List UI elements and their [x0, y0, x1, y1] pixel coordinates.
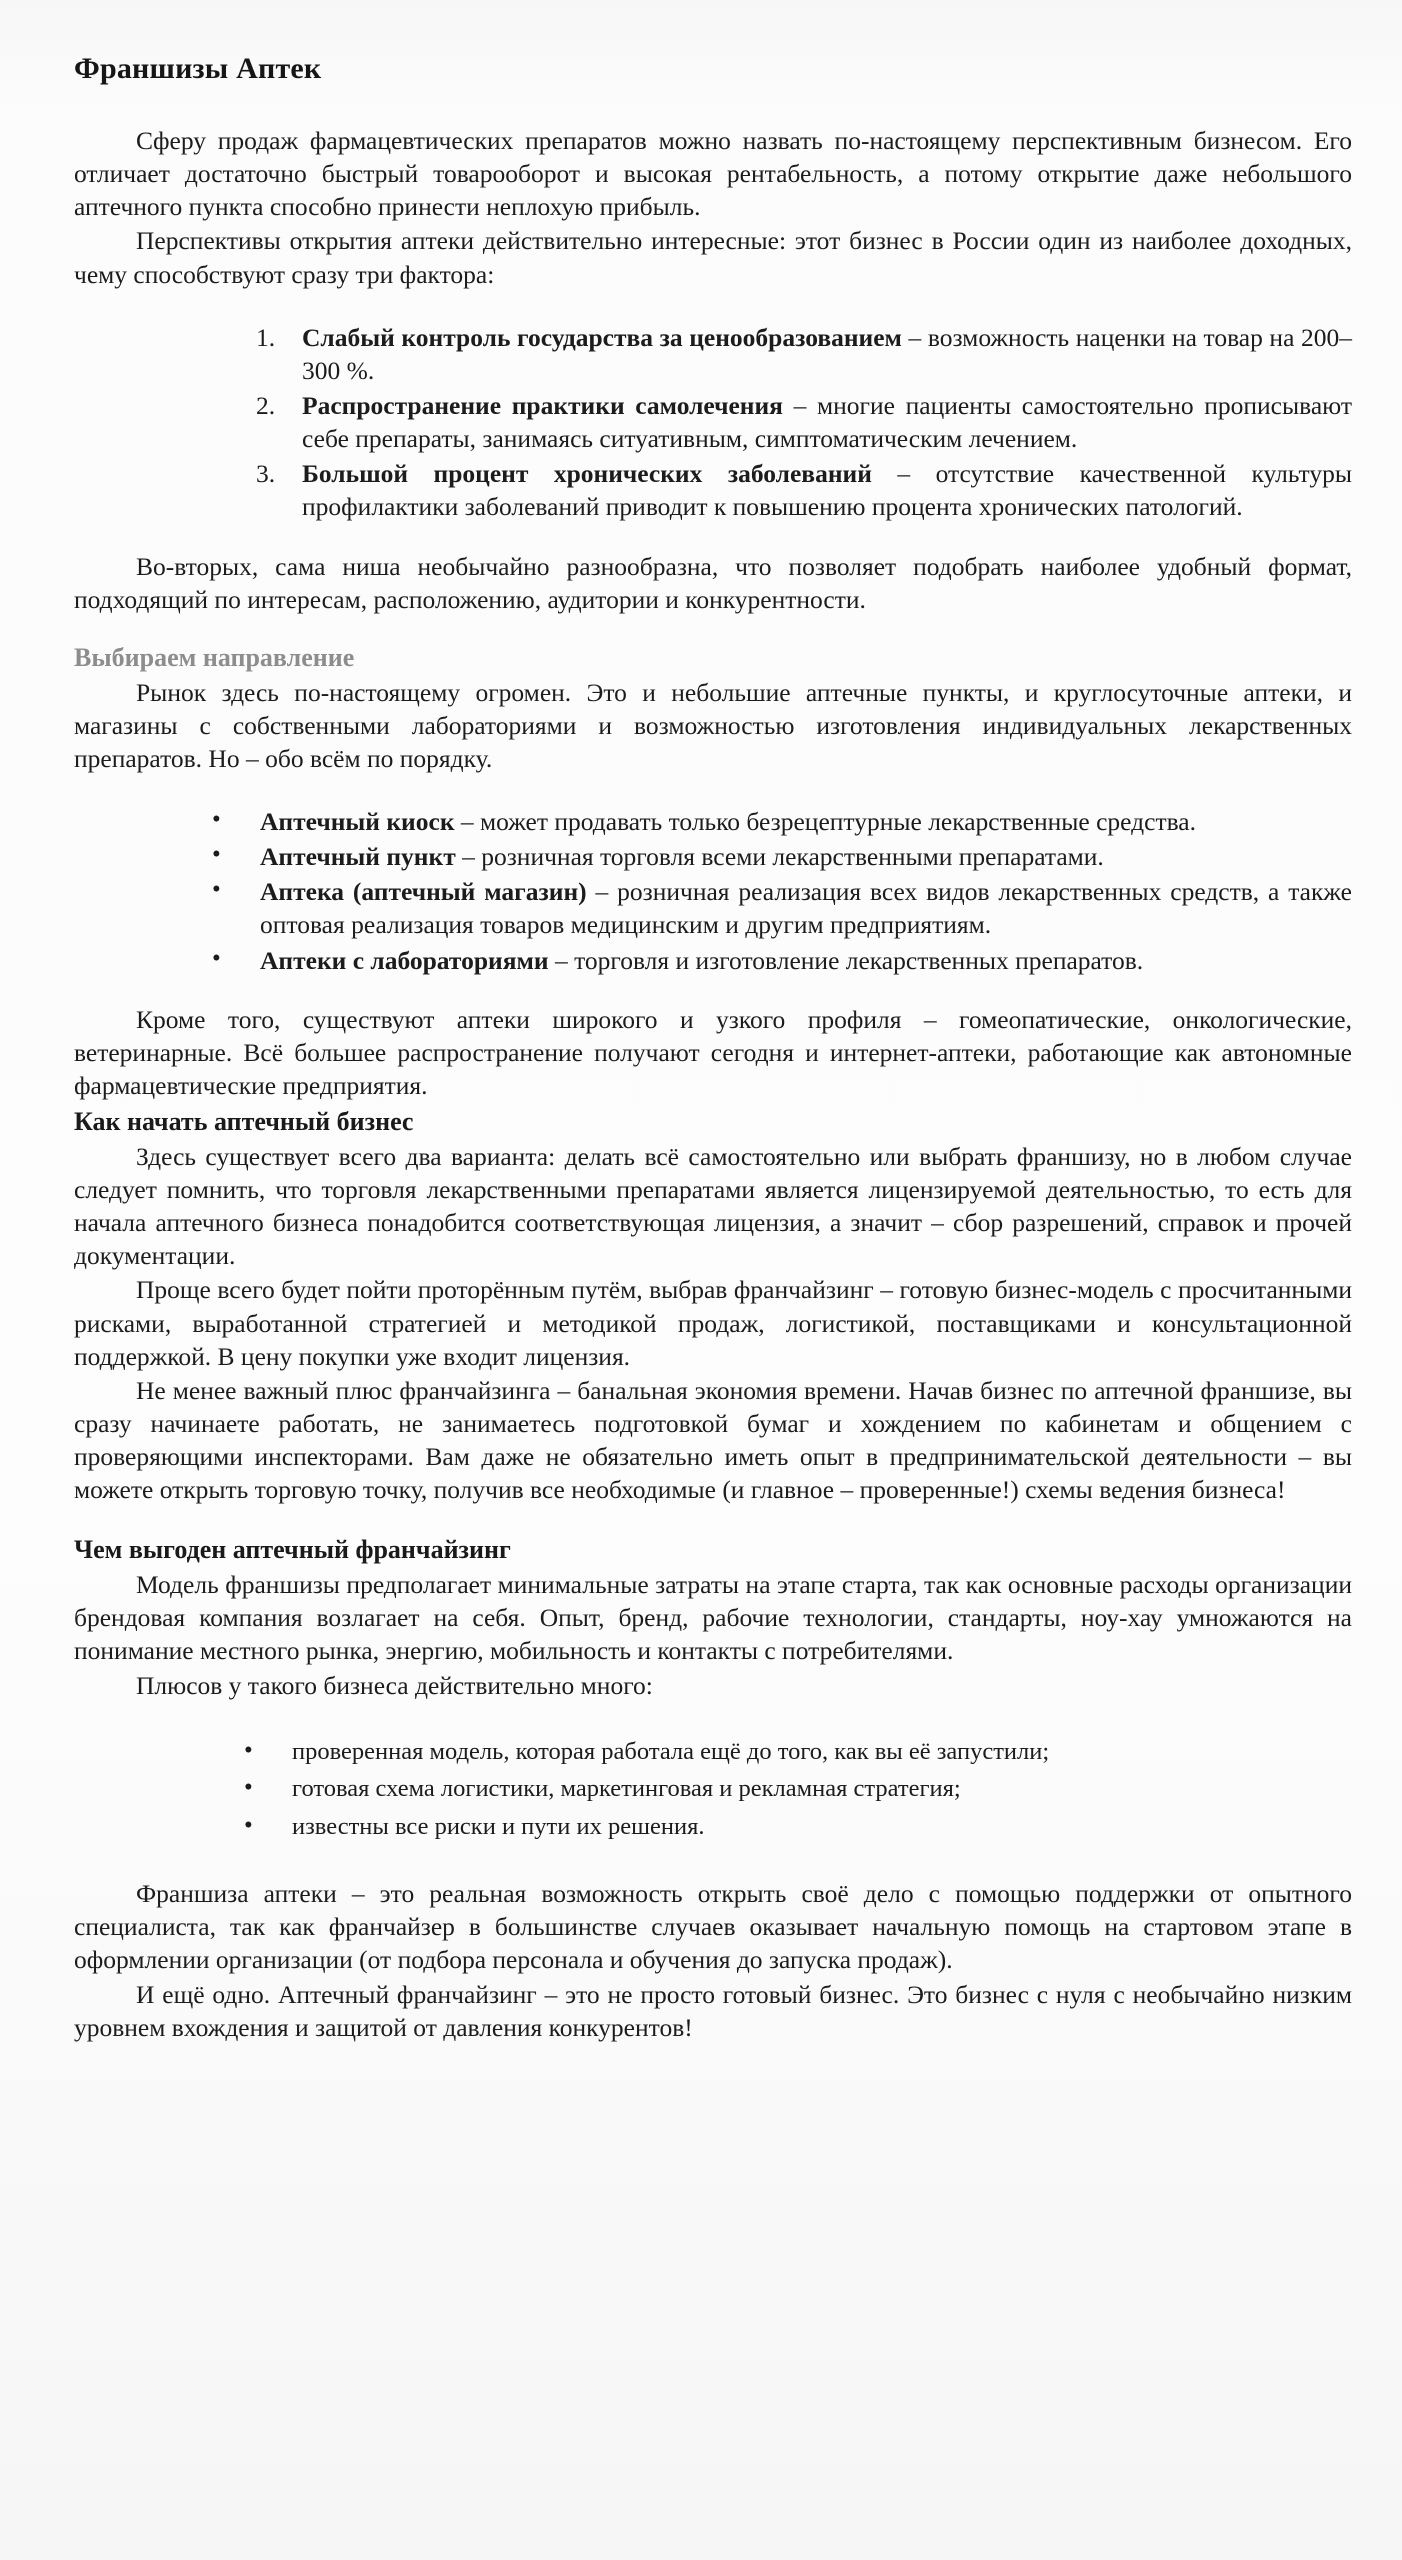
type-text: – может продавать только безрецептурные лекарственные средства.	[454, 806, 1196, 836]
list-item	[74, 389, 1352, 455]
section-heading-how-to-start: Как начать аптечный бизнес	[74, 1107, 414, 1137]
choose-direction-paragraph: Рынок здесь по-настоящему огромен. Это и небольшие аптечные пункты, и круглосуточные аптеки, и магазины с собственными лабораториями и возможностью изготовления индивидуальных лекарственных препаратов. Но – обо всём по порядку.	[74, 677, 1352, 773]
list-item	[74, 840, 1352, 873]
after-factors-paragraph: Во-вторых, сама ниша необычайно разнообразна, что позволяет подобрать наиболее удобный формат, подходящий по интересам, расположению, аудитории и конкурентности.	[74, 551, 1352, 614]
list-item: • проверенная модель, которая работала ещё до того, как вы её запустили;	[74, 1736, 1352, 1768]
list-item	[74, 457, 1352, 523]
intro-paragraph-2: Перспективы открытия аптеки действительно интересные: этот бизнес в России один из наиболее доходных, чему способствуют сразу три фактора:	[74, 226, 1352, 289]
factor-text: – отсутствие качественной культуры профилактики заболеваний приводит к повышению процента хронических патологий.	[302, 459, 1352, 522]
type-title: Аптечный пункт	[260, 842, 456, 872]
closing-paragraph-2: И ещё одно. Аптечный франчайзинг – это не просто готовый бизнес. Это бизнес с нуля с необычайно низким уровнем вхождения и защитой от давления конкурентов!	[74, 1979, 1352, 2042]
list-item	[74, 875, 1352, 941]
list-item	[74, 944, 1352, 977]
factors-list	[74, 321, 1352, 524]
how-to-start-paragraph-3: Не менее важный плюс франчайзинга – банальная экономия времени. Начав бизнес по аптечной франшизе, вы сразу начинаете работать, не занимаетесь подготовкой бумаг и хождением по кабинетам и общением с проверяющими инспекторами. Вам даже не обязательно иметь опыт в предпринимательской деятельности – вы можете открыть торговую точку, получив все необходимые (и главное – проверенные!) схемы ведения бизнеса!	[74, 1375, 1352, 1505]
factor-text: – возможность наценки на товар на 200–300 %.	[302, 322, 1352, 385]
type-text: – розничная торговля всеми лекарственными препаратами.	[455, 842, 1104, 872]
page-title: Франшизы Аптек	[74, 52, 322, 85]
how-to-start-paragraph-1: Здесь существует всего два варианта: делать всё самостоятельно или выбрать франшизу, но в любом случае следует помнить, что торговля лекарственными препаратами является лицензируемой деятельностью, то есть для начала аптечного бизнеса понадобится соответствующая лицензия, а значит – сбор разрешений, справок и прочей документации.	[74, 1141, 1352, 1271]
why-profitable-paragraph-1: Модель франшизы предполагает минимальные затраты на этапе старта, так как основные расходы организации брендовая компания возлагает на себя. Опыт, бренд, рабочие технологии, стандарты, ноу-хау умножаются на понимание местного рынка, энергию, мобильность и контакты с потребителями.	[74, 1570, 1352, 1666]
type-title: Аптека (аптечный магазин)	[260, 877, 587, 907]
factor-title: Большой процент хронических заболеваний	[302, 459, 872, 489]
type-text: – розничная реализация всех видов лекарственных средств, а также оптовая реализация товаров медицинским и другим предприятиям.	[260, 877, 1352, 940]
type-text: – торговля и изготовление лекарственных препаратов.	[548, 945, 1144, 975]
section-heading-choose-direction: Выбираем направление	[74, 642, 355, 672]
list-item	[74, 805, 1352, 838]
list-item: • известны все риски и пути их решения.	[74, 1811, 1352, 1843]
choose-direction-closing-paragraph: Кроме того, существуют аптеки широкого и узкого профиля – гомеопатические, онкологические, ветеринарные. Всё большее распространение получают сегодня и интернет-аптеки, работающие как автономные фармацевтические предприятия.	[74, 1004, 1352, 1100]
factor-title: Слабый контроль государства за ценообразованием	[302, 322, 902, 352]
document-content	[74, 52, 1352, 2044]
type-title: Аптечный киоск	[260, 806, 455, 836]
type-title: Аптеки с лабораториями	[260, 945, 549, 975]
list-item	[74, 321, 1352, 387]
how-to-start-paragraph-2: Проще всего будет пойти проторённым путём, выбрав франчайзинг – готовую бизнес-модель с просчитанными рисками, выработанной стратегией и методикой продаж, логистикой, поставщиками и консультационной поддержкой. В цену покупки уже входит лицензия.	[74, 1275, 1352, 1371]
intro-paragraph-1: Сферу продаж фармацевтических препаратов можно назвать по-настоящему перспективным бизнесом. Его отличает достаточно быстрый товарооборот и высокая рентабельность, а потому открытие даже небольшого аптечного пункта способно принести неплохую прибыль.	[74, 126, 1352, 222]
pharmacy-types-list	[74, 805, 1352, 977]
closing-paragraph-1: Франшиза аптеки – это реальная возможность открыть своё дело с помощью поддержки от опытного специалиста, так как франчайзер в большинстве случаев оказывает начальную помощь на стартовом этапе в оформлении организации (от подбора персонала и обучения до запуска продаж).	[74, 1879, 1352, 1975]
advantages-list	[74, 1736, 1352, 1844]
section-heading-why-profitable: Чем выгоден аптечный франчайзинг	[74, 1535, 511, 1565]
factor-title: Распространение практики самолечения	[302, 390, 783, 420]
list-item: • готовая схема логистики, маркетинговая и рекламная стратегия;	[74, 1773, 1352, 1805]
why-profitable-paragraph-2: Плюсов у такого бизнеса действительно много:	[136, 1670, 653, 1700]
factor-text: – многие пациенты самостоятельно прописывают себе препараты, занимаясь ситуативным, симптоматическим лечением.	[302, 390, 1352, 454]
